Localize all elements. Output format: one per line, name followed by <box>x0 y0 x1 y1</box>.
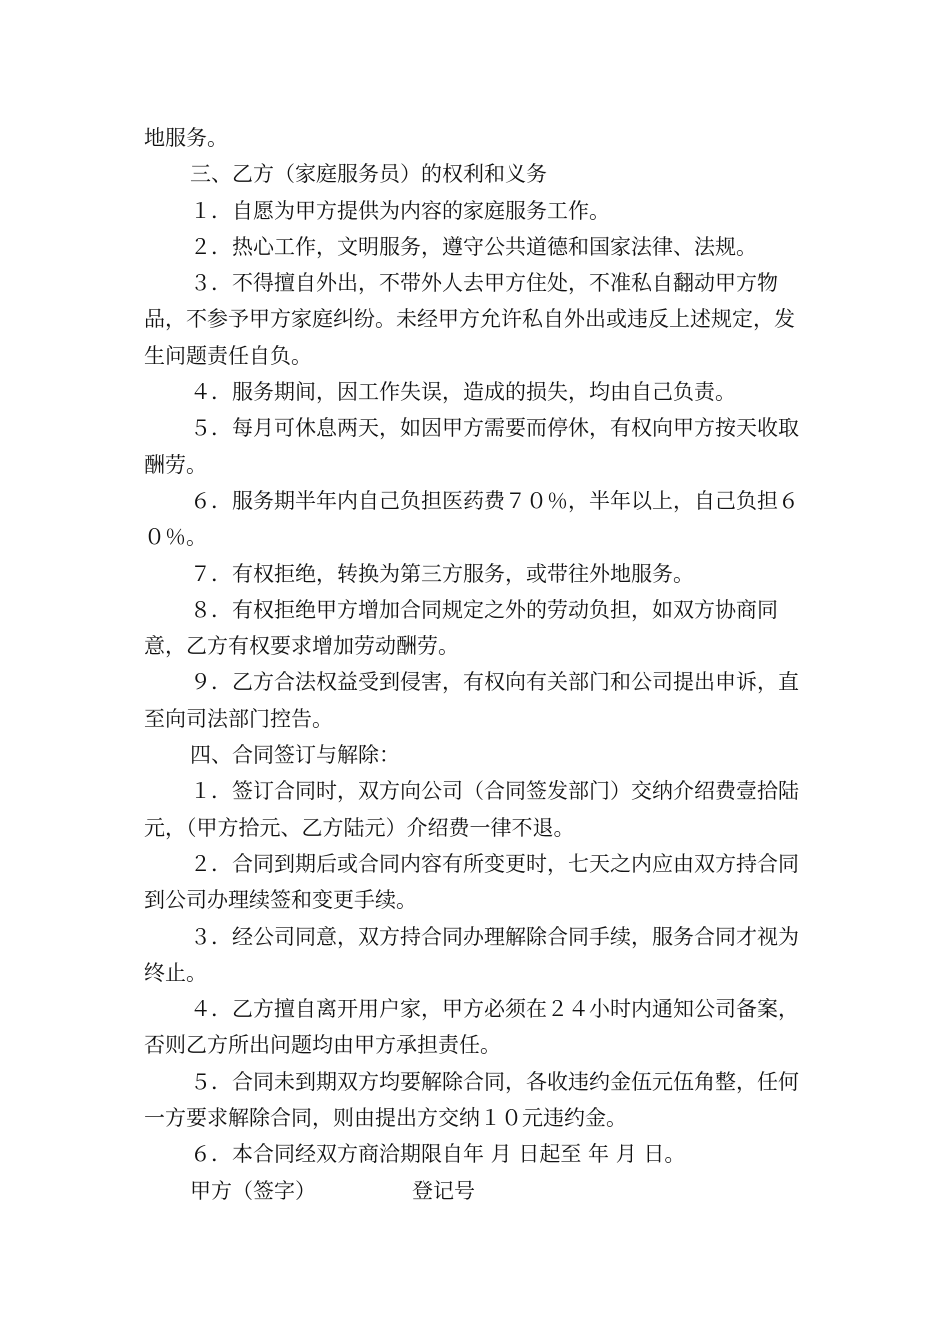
clause-3-4: ４．服务期间，因工作失误，造成的损失，均由自己负责。 <box>190 380 736 405</box>
clause-4-3: ３．经公司同意，双方持合同办理解除合同手续，服务合同才视为终止。 <box>144 924 799 985</box>
clause-4-2: ２．合同到期后或合同内容有所变更时，七天之内应由双方持合同到公司办理续签和变更手续。 <box>144 851 799 913</box>
clause-3-7: ７．有权拒绝，转换为第三方服务，或带往外地服务。 <box>190 561 694 586</box>
registration-number-label: 登记号 <box>412 1178 475 1203</box>
section-heading-three: 三、乙方（家庭服务员）的权利和义务 <box>190 162 547 187</box>
signature-line <box>144 1173 809 1209</box>
clause-4-6: ６．本合同经双方商洽期限自年 月 日起至 年 月 日。 <box>190 1142 686 1167</box>
clause-3-9: ９．乙方合法权益受到侵害，有权向有关部门和公司提出申诉，直至向司法部门控告。 <box>144 670 799 731</box>
clause-4-1: １．签订合同时，双方向公司（合同签发部门）交纳介绍费壹拾陆元，（甲方拾元、乙方陆元）介绍费一律不退。 <box>144 779 799 840</box>
clause-3-2: ２．热心工作，文明服务，遵守公共道德和国家法律、法规。 <box>190 234 757 259</box>
clause-3-3: ３．不得擅自外出，不带外人去甲方住处，不准私自翻动甲方物品，不参予甲方家庭纠纷。未经甲方允许私自外出或违反上述规定，发生问题责任自负。 <box>144 271 795 368</box>
paragraph-continuation: 地服务。 <box>144 126 228 150</box>
clause-3-1: １．自愿为甲方提供为内容的家庭服务工作。 <box>190 198 610 223</box>
clause-3-6: ６．服务期半年内自己负担医药费７０％，半年以上，自己负担６０％。 <box>144 488 799 550</box>
clause-4-5: ５．合同未到期双方均要解除合同，各收违约金伍元伍角整，任何一方要求解除合同，则由提出方交纳１０元违约金。 <box>144 1069 799 1131</box>
party-a-signature-label: 甲方（签字） <box>190 1178 316 1203</box>
section-heading-four: 四、合同签订与解除： <box>190 743 400 768</box>
document-body <box>144 120 809 1209</box>
clause-4-4: ４．乙方擅自离开用户家，甲方必须在２４小时内通知公司备案，否则乙方所出问题均由甲方承担责任。 <box>144 997 799 1058</box>
clause-3-8: ８．有权拒绝甲方增加合同规定之外的劳动负担，如双方协商同意，乙方有权要求增加劳动酬劳。 <box>144 597 778 659</box>
clause-3-5: ５．每月可休息两天，如因甲方需要而停休，有权向甲方按天收取酬劳。 <box>144 416 799 477</box>
